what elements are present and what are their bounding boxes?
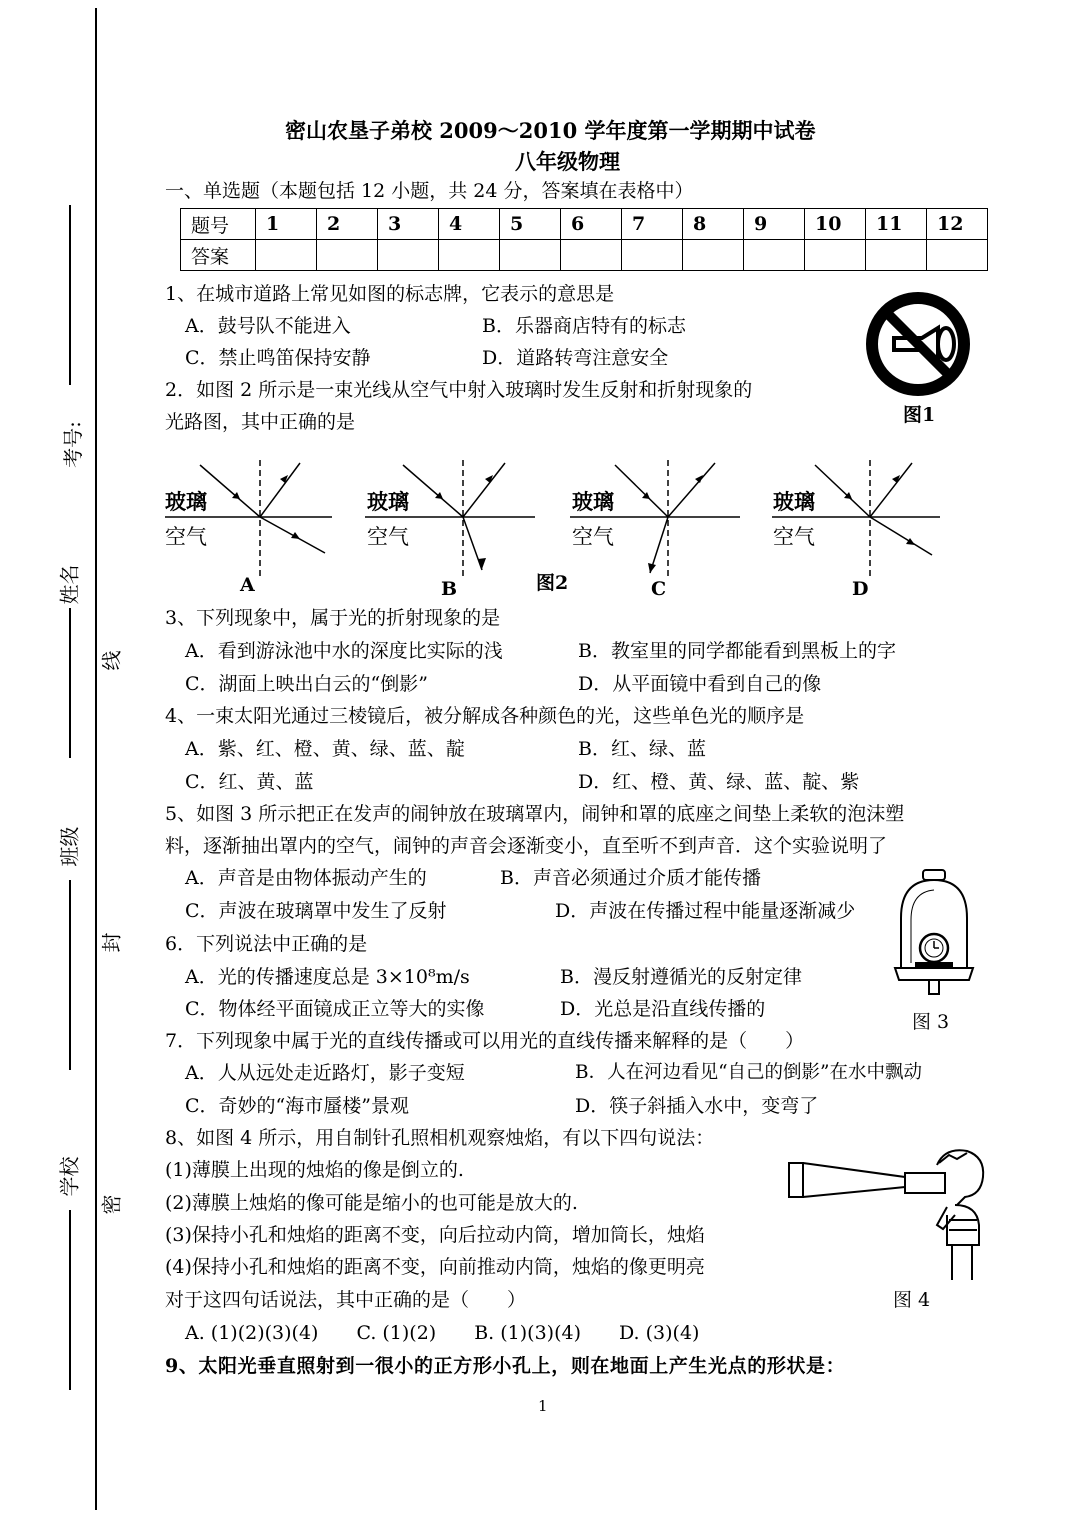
q5-option-d: D．声波在传播过程中能量逐渐减少 [555, 900, 856, 922]
question-number-cell: 7 [622, 209, 683, 240]
pinhole-camera-icon [787, 1145, 987, 1285]
question-number-cell: 1 [256, 209, 317, 240]
table-header-cell: 题号 [181, 209, 256, 240]
answer-cell[interactable] [439, 240, 500, 271]
binding-line [95, 8, 97, 1510]
q5-option-b: B．声音必须通过介质才能传播 [500, 867, 761, 889]
id-label: 考号: [60, 421, 85, 468]
seal-char-secret: 密 [99, 1194, 124, 1215]
q6-option-a: A．光的传播速度总是 3×10⁸m/s [185, 966, 470, 988]
diagram-c-glass-label: 玻璃 [572, 489, 614, 514]
answer-cell[interactable] [927, 240, 988, 271]
question-number-cell: 10 [805, 209, 866, 240]
q7-option-a: A．人从远处走近路灯，影子变短 [185, 1062, 465, 1084]
q1-stem: 1、在城市道路上常见如图的标志牌，它表示的意思是 [165, 283, 615, 305]
q1-option-d: D．道路转弯注意安全 [482, 347, 669, 369]
diagram-b [365, 460, 535, 580]
diagram-b-letter: B [441, 578, 458, 600]
q4-option-c: C．红、黄、蓝 [185, 771, 314, 793]
exam-title: 密山农垦子弟校 2009～2010 学年度第一学期期中试卷 [285, 118, 816, 143]
q8-statement-4: (4)保持小孔和烛焰的距离不变，向前推动内筒，烛焰的像更明亮 [165, 1256, 705, 1278]
name-blank-line [69, 608, 71, 758]
diagram-a-glass-label: 玻璃 [165, 489, 207, 514]
answer-cell[interactable] [866, 240, 927, 271]
q8-stem: 8、如图 4 所示，用自制针孔照相机观察烛焰，有以下四句说法： [165, 1127, 715, 1149]
q1-option-c: C．禁止鸣笛保持安静 [185, 347, 371, 369]
q7-option-c: C．奇妙的“海市蜃楼”景观 [185, 1095, 409, 1117]
q5-option-c: C．声波在玻璃罩中发生了反射 [185, 900, 447, 922]
fig4-caption: 图 4 [893, 1289, 931, 1311]
answer-cell[interactable] [744, 240, 805, 271]
school-label: 学校 [57, 1156, 82, 1197]
diagram-a-letter: A [240, 574, 255, 596]
q3-option-b: B．教室里的同学都能看到黑板上的字 [578, 640, 896, 662]
question-number-cell: 12 [927, 209, 988, 240]
page-number: 1 [538, 1397, 548, 1415]
q7-stem: 7．下列现象中属于光的直线传播或可以用光的直线传播来解释的是（ ） [165, 1030, 805, 1052]
bell-jar-icon [893, 868, 975, 1008]
diagram-b-glass-label: 玻璃 [367, 489, 409, 514]
q3-stem: 3、下列现象中，属于光的折射现象的是 [165, 607, 501, 629]
diagram-b-air-label: 空气 [367, 525, 409, 549]
q8-statement-2: (2)薄膜上烛焰的像可能是缩小的也可能是放大的. [165, 1192, 578, 1214]
q1-option-b: B．乐器商店特有的标志 [482, 315, 686, 337]
name-label: 姓名 [57, 564, 82, 605]
q9-stem: 9、太阳光垂直照射到一很小的正方形小孔上，则在地面上产生光点的形状是： [165, 1355, 846, 1377]
q7-option-b: B．人在河边看见“自己的倒影”在水中飘动 [575, 1062, 923, 1083]
diagram-c-letter: C [651, 578, 667, 600]
answer-cell[interactable] [561, 240, 622, 271]
q2-stem-line1: 2．如图 2 所示是一束光线从空气中射入玻璃时发生反射和折射现象的 [165, 379, 753, 401]
table-row [181, 240, 988, 271]
q5-option-a: A．声音是由物体振动产生的 [185, 867, 427, 889]
q1-option-a: A．鼓号队不能进入 [185, 315, 351, 337]
q3-option-d: D．从平面镜中看到自己的像 [578, 673, 822, 695]
q5-stem-line1: 5、如图 3 所示把正在发声的闹钟放在玻璃罩内，闹钟和罩的底座之间垫上柔软的泡沫塑 [165, 803, 905, 825]
q6-stem: 6．下列说法中正确的是 [165, 933, 368, 955]
question-number-cell: 8 [683, 209, 744, 240]
diagram-d-glass-label: 玻璃 [773, 489, 815, 514]
section1-heading: 一、单选题（本题包括 12 小题，共 24 分，答案填在表格中） [165, 180, 694, 202]
q6-option-b: B．漫反射遵循光的反射定律 [560, 966, 802, 988]
answer-cell[interactable] [622, 240, 683, 271]
seal-char-line: 线 [99, 650, 124, 671]
diagram-d-air-label: 空气 [773, 525, 815, 549]
id-blank-line [69, 205, 71, 385]
q7-option-d: D．筷子斜插入水中，变弯了 [575, 1095, 819, 1117]
school-blank-line [69, 1210, 71, 1390]
fig2-caption: 图2 [536, 572, 569, 594]
q8-options: A. (1)(2)(3)(4) C. (1)(2) B. (1)(3)(4) D. (3)(4) [185, 1322, 700, 1344]
q6-option-d: D．光总是沿直线传播的 [560, 998, 766, 1020]
diagram-a [165, 460, 332, 580]
class-blank-line [69, 880, 71, 1070]
no-horn-sign-icon [864, 290, 974, 400]
q4-stem: 4、一束太阳光通过三棱镜后，被分解成各种颜色的光，这些单色光的顺序是 [165, 705, 805, 727]
answer-table [180, 208, 988, 271]
q8-statement-3: (3)保持小孔和烛焰的距离不变，向后拉动内筒，增加筒长，烛焰 [165, 1224, 705, 1246]
seal-char-seal: 封 [99, 932, 124, 953]
class-label: 班级 [57, 826, 82, 867]
q8-question: 对于这四句话说法，其中正确的是（ ） [165, 1289, 527, 1311]
q8-statement-1: (1)薄膜上出现的烛焰的像是倒立的. [165, 1159, 464, 1181]
table-row [181, 209, 988, 240]
question-number-cell: 2 [317, 209, 378, 240]
q3-option-c: C．湖面上映出白云的“倒影” [185, 673, 428, 695]
diagram-d-letter: D [852, 578, 869, 600]
fig1-caption: 图1 [903, 404, 936, 426]
answer-cell[interactable] [500, 240, 561, 271]
answer-cell[interactable] [683, 240, 744, 271]
q4-option-d: D．红、橙、黄、绿、蓝、靛、紫 [578, 771, 860, 793]
diagram-c [570, 460, 740, 580]
diagram-a-air-label: 空气 [165, 525, 207, 549]
question-number-cell: 3 [378, 209, 439, 240]
diagram-c-air-label: 空气 [572, 525, 614, 549]
answer-cell[interactable] [378, 240, 439, 271]
q4-option-a: A．紫、红、橙、黄、绿、蓝、靛 [185, 738, 465, 760]
diagram-d [772, 460, 940, 580]
fig3-caption: 图 3 [912, 1011, 950, 1033]
answer-cell[interactable] [256, 240, 317, 271]
q2-stem-line2: 光路图，其中正确的是 [165, 411, 356, 433]
question-number-cell: 4 [439, 209, 500, 240]
answer-cell[interactable] [317, 240, 378, 271]
question-number-cell: 9 [744, 209, 805, 240]
question-number-cell: 5 [500, 209, 561, 240]
question-number-cell: 6 [561, 209, 622, 240]
q3-option-a: A．看到游泳池中水的深度比实际的浅 [185, 640, 503, 662]
q6-option-c: C．物体经平面镜成正立等大的实像 [185, 998, 485, 1020]
table-header-cell: 答案 [181, 240, 256, 271]
question-number-cell: 11 [866, 209, 927, 240]
exam-subtitle: 八年级物理 [515, 149, 620, 174]
answer-cell[interactable] [805, 240, 866, 271]
q4-option-b: B．红、绿、蓝 [578, 738, 706, 760]
q5-stem-line2: 料，逐渐抽出罩内的空气，闹钟的声音会逐渐变小，直至听不到声音．这个实验说明了 [165, 835, 888, 857]
